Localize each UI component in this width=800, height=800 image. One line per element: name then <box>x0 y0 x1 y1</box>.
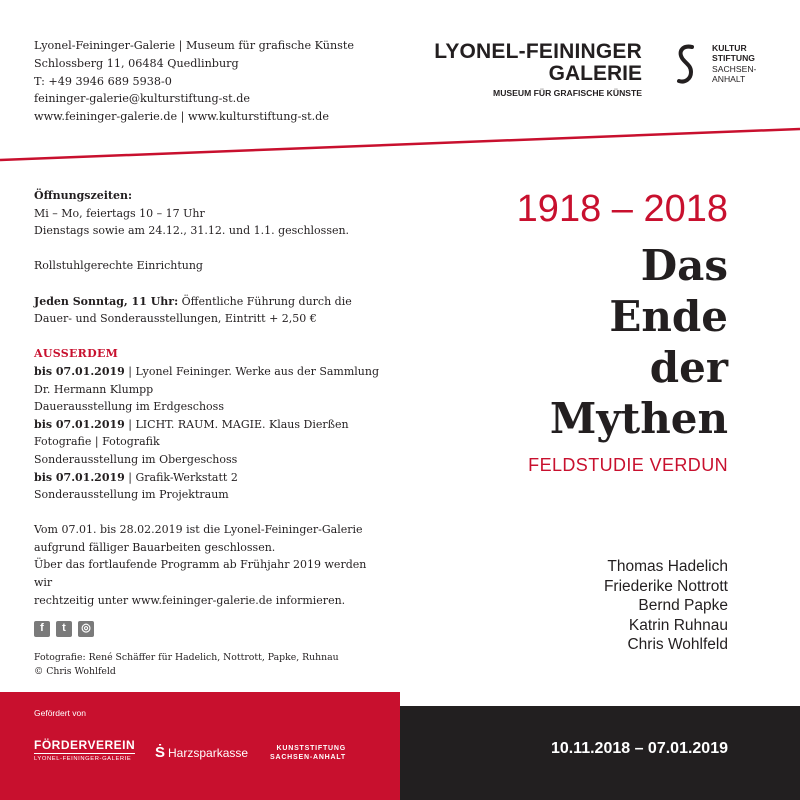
info-column <box>34 187 384 679</box>
closure-line2: aufgrund fälliger Bauarbeiten geschlossen. <box>34 540 276 554</box>
photo-credit-line1: Fotografie: René Schäffer für Hadelich, Nottrott, Papke, Ruhnau <box>34 652 339 664</box>
kulturstiftung-s-icon <box>675 43 697 87</box>
exhibition-2-line2: Fotografie | Fotografik <box>34 435 160 449</box>
tour-time: Jeden Sonntag, 11 Uhr: <box>34 294 179 308</box>
tour-line2: Dauer- und Sonderausstellungen, Eintritt + 2,50 € <box>34 312 317 326</box>
artist-name: Bernd Papke <box>638 597 728 615</box>
exhibition-2 <box>34 416 384 434</box>
hours-title: Öffnungszeiten: <box>34 189 133 202</box>
closure-line3: Über das fortlaufende Programm ab Frühjahr 2019 werden wir <box>34 558 367 590</box>
kst-line2: STIFTUNG <box>712 53 755 64</box>
title-line1: Das <box>640 241 728 290</box>
contact-address: Schlossberg 11, 06484 Quedlinburg <box>34 56 239 70</box>
title-line4: Mythen <box>549 394 728 443</box>
exhibition-1-line2: Dr. Hermann Klumpp <box>34 382 154 396</box>
exhibition-2-line3: Sonderausstellung im Obergeschoss <box>34 452 238 466</box>
closure-line1: Vom 07.01. bis 28.02.2019 ist die Lyonel-Feininger-Galerie <box>34 523 363 537</box>
kst-line4: ANHALT <box>712 73 746 84</box>
exhibition-1-title: | Lyonel Feininger. Werke aus der Sammlung <box>124 364 380 378</box>
kunststiftung-line1: KUNSTSTIFTUNG <box>276 745 347 752</box>
facebook-icon[interactable]: f <box>34 621 50 637</box>
exhibition-2-title: | LICHT. RAUM. MAGIE. Klaus Dierßen <box>124 417 349 431</box>
artist-name: Thomas Hadelich <box>607 558 728 575</box>
contact-block <box>34 37 354 126</box>
exhibition-3 <box>34 469 384 487</box>
gallery-logo <box>434 38 770 108</box>
contact-phone: T: +49 3946 689 5938-0 <box>34 74 172 88</box>
year-range: 1918 – 2018 <box>516 188 728 230</box>
accessibility-note: Rollstuhlgerechte Einrichtung <box>34 259 203 273</box>
exhibition-1-date: bis 07.01.2019 <box>34 364 125 378</box>
artist-list <box>604 557 728 655</box>
exhibition-title <box>550 240 728 444</box>
exhibition-1-line3: Dauerausstellung im Erdgeschoss <box>34 400 224 414</box>
sparkasse-icon: Ṡ <box>155 744 166 761</box>
exhibition-3-title: | Grafik-Werkstatt 2 <box>124 470 238 484</box>
tour-line1 <box>34 293 384 311</box>
date-panel <box>400 706 800 800</box>
exhibition-2-date: bis 07.01.2019 <box>34 417 125 431</box>
logo-title-line1: LYONEL-FEININGER <box>434 40 642 63</box>
logo-subtitle: MUSEUM FÜR GRAFISCHE KÜNSTE <box>493 88 642 98</box>
logo-title-line2: GALERIE <box>548 62 642 85</box>
title-line2: Ende <box>609 292 728 341</box>
exhibition-3-date: bis 07.01.2019 <box>34 470 125 484</box>
kst-line1: KULTUR <box>712 43 747 53</box>
exhibition-3-line2: Sonderausstellung im Projektraum <box>34 488 229 502</box>
kulturstiftung-wordmark <box>712 43 756 84</box>
exhibition-dates: 10.11.2018 – 07.01.2019 <box>550 740 728 757</box>
kunststiftung-logo <box>270 744 346 762</box>
contact-websites[interactable]: www.feininger-galerie.de | www.kulturstiftung-st.de <box>34 110 329 124</box>
exhibition-subtitle: FELDSTUDIE VERDUN <box>528 455 728 475</box>
twitter-icon[interactable]: t <box>56 621 72 637</box>
sponsored-by-label: Gefördert von <box>34 708 86 718</box>
tour-text: Öffentliche Führung durch die <box>178 294 352 308</box>
exhibition-1 <box>34 363 384 381</box>
instagram-icon[interactable]: ◎ <box>78 621 94 637</box>
kunststiftung-line2: SACHSEN-ANHALT <box>270 754 347 761</box>
social-links <box>34 621 384 637</box>
sponsor-panel <box>0 692 400 800</box>
title-line3: der <box>649 343 728 392</box>
foerderverein-name: FÖRDERVEREIN <box>34 738 136 752</box>
artist-name: Friederike Nottrott <box>603 577 728 595</box>
artist-name: Chris Wohlfeld <box>627 636 728 654</box>
hours-line1: Mi – Mo, feiertags 10 – 17 Uhr <box>34 206 205 220</box>
photo-credits <box>34 651 384 679</box>
also-heading: AUSSERDEM <box>34 347 119 361</box>
contact-email[interactable]: feininger-galerie@kulturstiftung-st.de <box>34 92 250 106</box>
hours-line2: Dienstags sowie am 24.12., 31.12. und 1.1. geschlossen. <box>34 224 350 238</box>
photo-credit-line2: © Chris Wohlfeld <box>34 666 116 678</box>
foerderverein-subtitle: LYONEL-FEININGER-GALERIE <box>34 756 132 762</box>
contact-name: Lyonel-Feininger-Galerie | Museum für grafische Künste <box>34 39 355 52</box>
sparkasse-logo <box>155 744 248 761</box>
closure-line4: rechtzeitig unter www.feininger-galerie.de informieren. <box>34 593 346 607</box>
artist-name: Katrin Ruhnau <box>628 616 728 634</box>
sparkasse-name: Harzsparkasse <box>168 745 249 760</box>
foerderverein-logo <box>34 739 135 762</box>
kst-line3: SACHSEN- <box>712 63 757 74</box>
